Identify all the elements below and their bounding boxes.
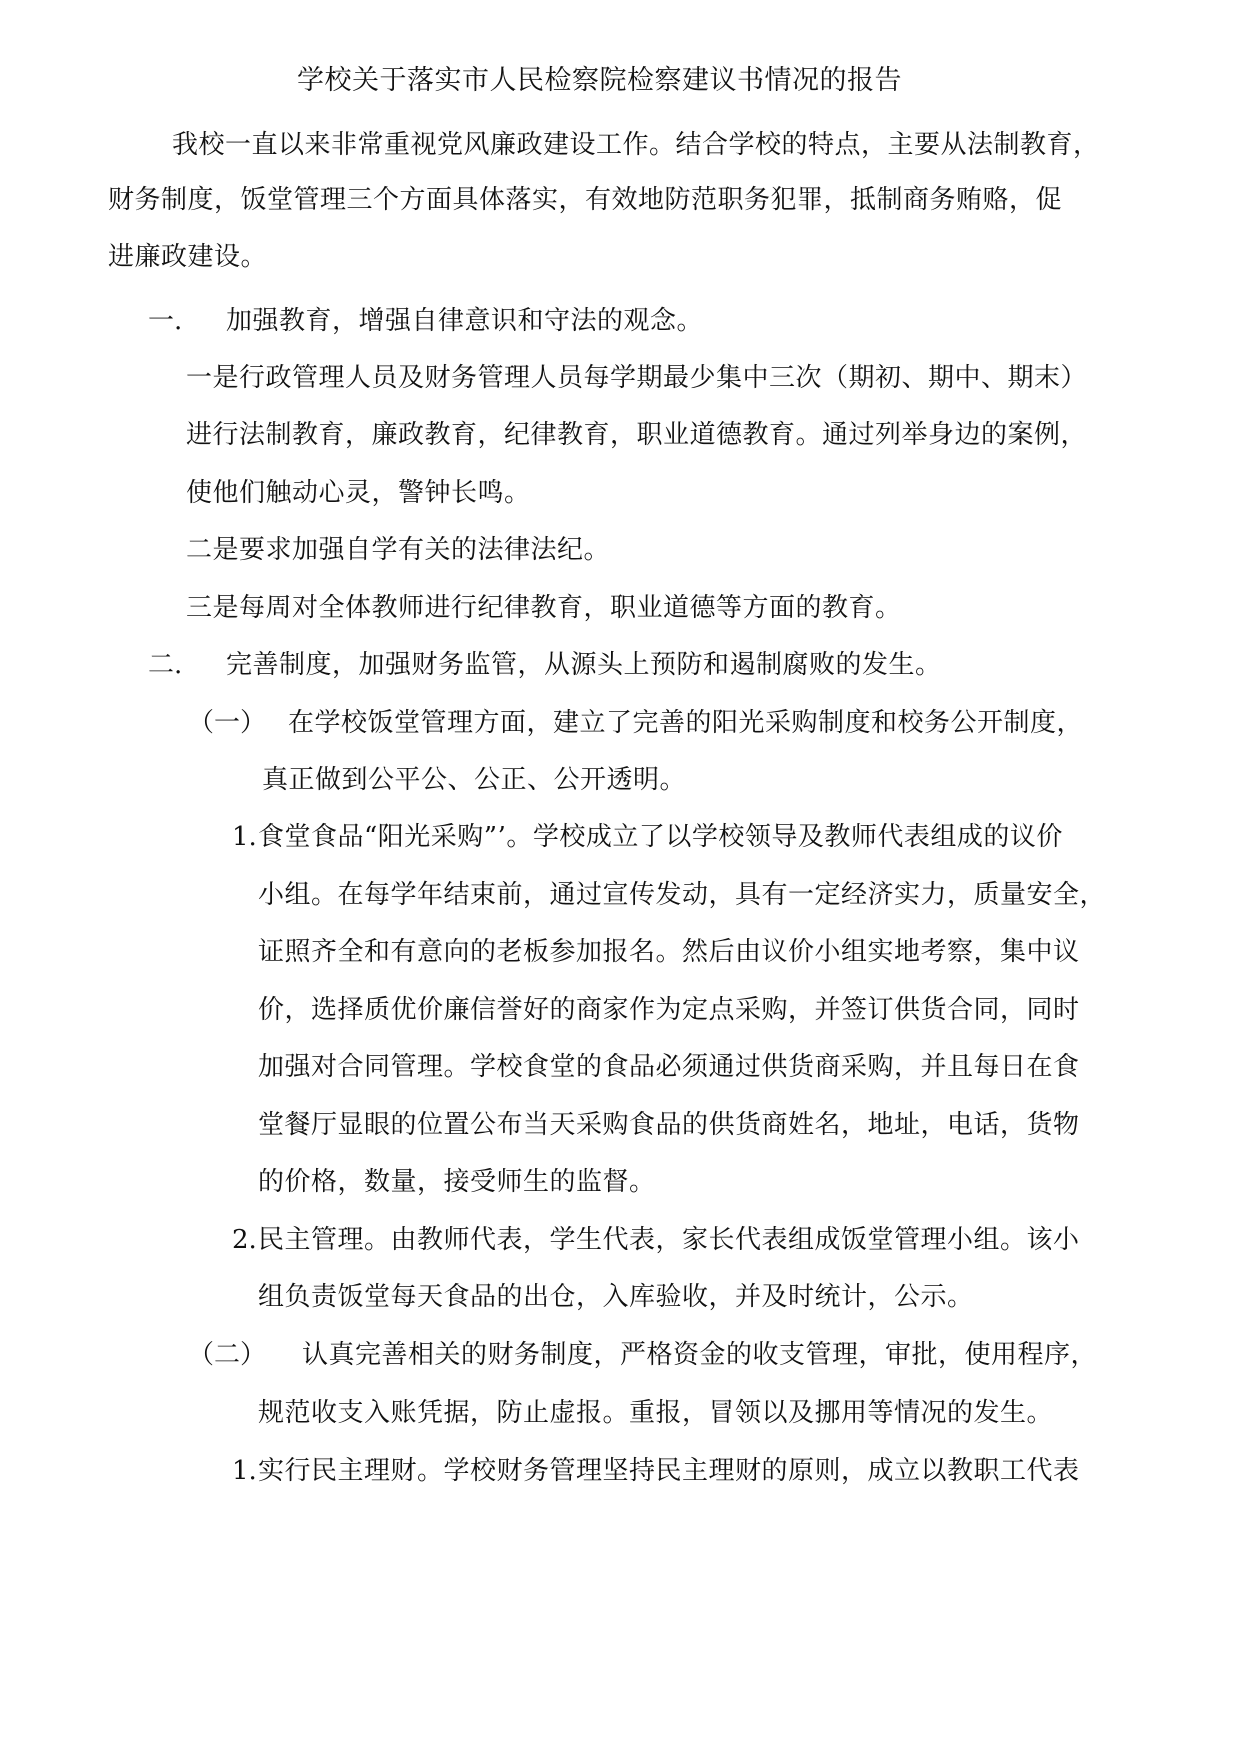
sub-1-point-1-line-2: 小组。在每学年结束前，通过宣传发动，具有一定经济实力，质量安全， [258, 880, 1107, 910]
section-1-marker: 一. [148, 306, 183, 336]
intro-line-3: 进廉政建设。 [108, 242, 268, 272]
sub-2-marker: （二） [188, 1340, 267, 1370]
section-2-marker: 二. [148, 650, 183, 680]
sub-1-point-1-line-5: 加强对合同管理。学校食堂的食品必须通过供货商采购，并且每日在食 [258, 1052, 1080, 1082]
section-1-item-1-line-1: 一是行政管理人员及财务管理人员每学期最少集中三次（期初、期中、期末） [186, 363, 1088, 393]
section-1-heading: 加强教育，增强自律意识和守法的观念。 [226, 306, 704, 336]
sub-1-line-2: 真正做到公平公、公正、公开透明。 [262, 765, 687, 795]
sub-1-line-1: 在学校饭堂管理方面，建立了完善的阳光采购制度和校务公开制度， [288, 708, 1084, 738]
sub-1-point-1-line-1: 食堂食品“阳光采购”’。学校成立了以学校领导及教师代表组成的议价 [258, 822, 1063, 852]
sub-2-point-1-marker: 1. [232, 1456, 257, 1486]
sub-1-point-2-marker: 2. [232, 1225, 257, 1255]
section-1-item-1-line-2: 进行法制教育，廉政教育，纪律教育，职业道德教育。通过列举身边的案例， [186, 420, 1088, 450]
sub-1-point-1-line-7: 的价格，数量，接受师生的监督。 [258, 1167, 656, 1197]
sub-1-point-2-line-2: 组负责饭堂每天食品的出仓，入库验收，并及时统计，公示。 [258, 1282, 974, 1312]
intro-line-2: 财务制度，饭堂管理三个方面具体落实，有效地防范职务犯罪，抵制商务贿赂，促 [108, 185, 1063, 215]
document-title: 学校关于落实市人民检察院检察建议书情况的报告 [297, 65, 902, 96]
section-1-item-2: 二是要求加强自学有关的法律法纪。 [186, 535, 611, 565]
sub-2-line-2: 规范收支入账凭据，防止虚报。重报，冒领以及挪用等情况的发生。 [258, 1398, 1054, 1428]
sub-1-point-2-line-1: 民主管理。由教师代表，学生代表，家长代表组成饭堂管理小组。该小 [258, 1225, 1080, 1255]
sub-2-line-1: 认真完善相关的财务制度，严格资金的收支管理，审批，使用程序， [302, 1340, 1098, 1370]
sub-1-marker: （一） [188, 708, 267, 738]
sub-1-point-1-line-4: 价，选择质优价廉信誉好的商家作为定点采购，并签订供货合同，同时 [258, 995, 1080, 1025]
intro-line-1: 我校一直以来非常重视党风廉政建设工作。结合学校的特点，主要从法制教育， [172, 130, 1100, 160]
section-2-heading: 完善制度，加强财务监管，从源头上预防和遏制腐败的发生。 [226, 650, 942, 680]
sub-1-point-1-line-3: 证照齐全和有意向的老板参加报名。然后由议价小组实地考察，集中议 [258, 937, 1080, 967]
sub-1-point-1-marker: 1. [232, 822, 257, 852]
section-1-item-3: 三是每周对全体教师进行纪律教育，职业道德等方面的教育。 [186, 593, 902, 623]
sub-1-point-1-line-6: 堂餐厅显眼的位置公布当天采购食品的供货商姓名，地址，电话，货物 [258, 1110, 1080, 1140]
sub-2-point-1-line-1: 实行民主理财。学校财务管理坚持民主理财的原则，成立以教职工代表 [258, 1456, 1080, 1486]
section-1-item-1-line-3: 使他们触动心灵，警钟长鸣。 [186, 478, 531, 508]
